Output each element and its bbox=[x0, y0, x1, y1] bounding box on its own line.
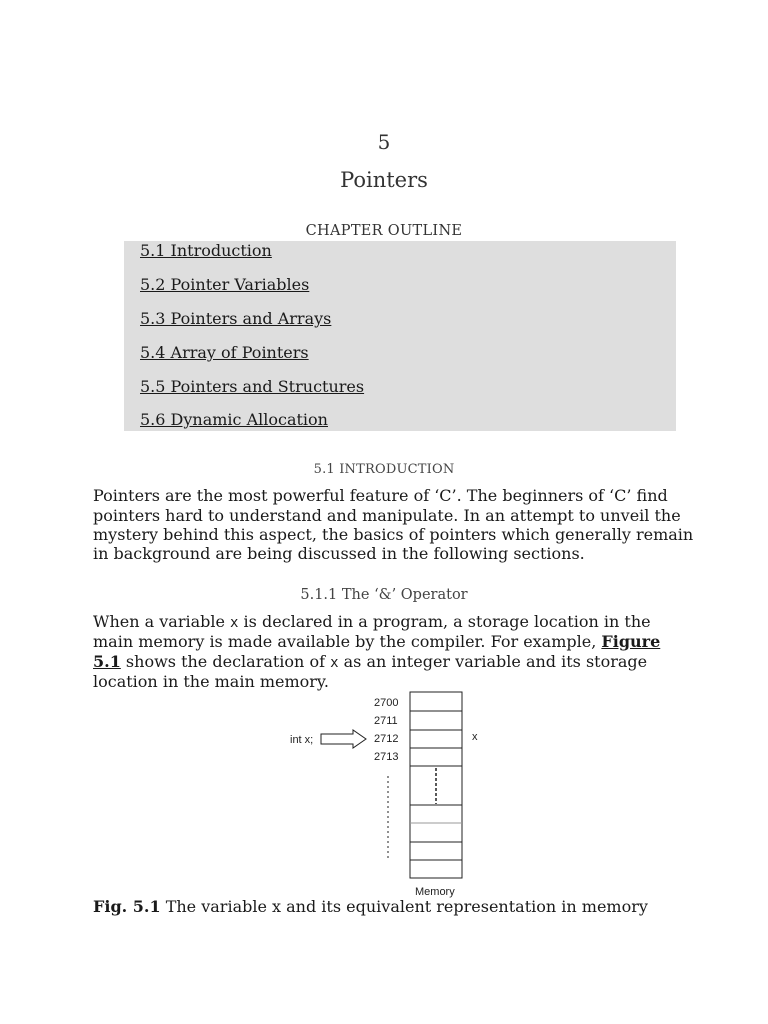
outline-link-array-of-pointers[interactable]: 5.4 Array of Pointers bbox=[140, 343, 309, 362]
address-label: 2713 bbox=[374, 751, 399, 763]
variable-label: x bbox=[472, 731, 478, 743]
intro-paragraph-line: Pointers are the most powerful feature of ‘C’. The beginners of ‘C’ find bbox=[93, 486, 668, 505]
caption-text: The variable x and its equivalent representation in memory bbox=[160, 897, 648, 916]
outline-link-introduction[interactable]: 5.1 Introduction bbox=[140, 241, 272, 260]
text-segment: is declared in a program, a storage location in the bbox=[238, 612, 651, 631]
chapter-outline-box bbox=[124, 241, 676, 431]
text-segment: main memory is made available by the compiler. For example, bbox=[93, 632, 602, 651]
figure-link[interactable]: 5.1 bbox=[93, 652, 121, 671]
chapter-number: 5 bbox=[377, 130, 391, 154]
caption-label: Fig. 5.1 bbox=[93, 897, 161, 916]
address-label: 2700 bbox=[374, 697, 399, 709]
operator-paragraph-line bbox=[93, 632, 660, 652]
inline-code-var: x bbox=[330, 655, 339, 671]
chapter-title: Pointers bbox=[340, 168, 428, 192]
operator-paragraph-line bbox=[93, 652, 647, 673]
figure-caption bbox=[93, 897, 648, 916]
inline-code-var: x bbox=[230, 615, 239, 631]
intro-paragraph-line: mystery behind this aspect, the basics of pointers which generally remain bbox=[93, 525, 694, 544]
arrow-icon bbox=[321, 730, 366, 748]
text-segment: When a variable bbox=[93, 612, 231, 631]
operator-paragraph-line: location in the main memory. bbox=[93, 672, 329, 691]
address-label: 2712 bbox=[374, 733, 399, 745]
section-heading-introduction: 5.1 INTRODUCTION bbox=[313, 462, 455, 477]
figure-link[interactable]: Figure bbox=[601, 632, 661, 651]
intro-paragraph-line: pointers hard to understand and manipulate. In an attempt to unveil the bbox=[93, 506, 681, 525]
address-label: 2711 bbox=[374, 715, 398, 727]
outline-link-dynamic-allocation[interactable]: 5.6 Dynamic Allocation bbox=[140, 410, 328, 429]
memory-diagram bbox=[280, 690, 500, 900]
outline-link-pointers-arrays[interactable]: 5.3 Pointers and Arrays bbox=[140, 309, 332, 328]
memory-label: Memory bbox=[415, 886, 455, 898]
outline-link-pointer-variables[interactable]: 5.2 Pointer Variables bbox=[140, 275, 310, 294]
text-segment: as an integer variable and its storage bbox=[338, 652, 648, 671]
operator-paragraph-line bbox=[93, 612, 651, 633]
subsection-heading-ampersand-operator: 5.1.1 The ‘&’ Operator bbox=[300, 587, 468, 603]
intro-paragraph-line: in background are being discussed in the following sections. bbox=[93, 544, 585, 563]
outline-link-pointers-structures[interactable]: 5.5 Pointers and Structures bbox=[140, 377, 365, 396]
outline-heading: CHAPTER OUTLINE bbox=[305, 223, 463, 239]
text-segment: shows the declaration of bbox=[120, 652, 331, 671]
declaration-label: int x; bbox=[290, 734, 314, 746]
